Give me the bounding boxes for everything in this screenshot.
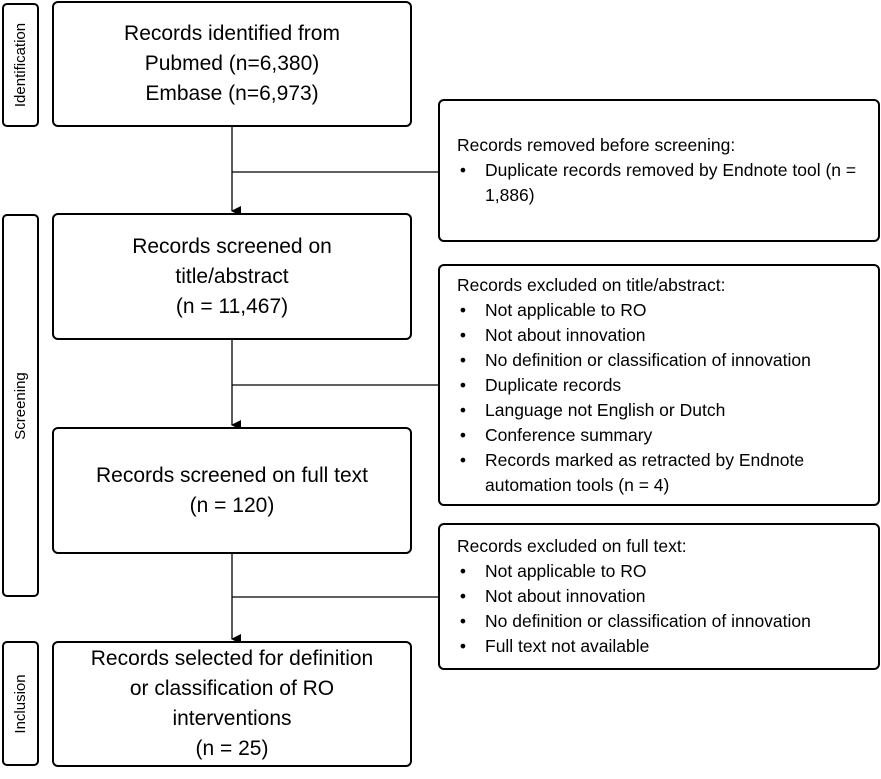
- list-item: [457, 398, 868, 423]
- excluded-title-item-6: Conference summary: [485, 424, 653, 445]
- bullet-icon: •: [459, 424, 467, 445]
- phase-screening: [2, 214, 39, 597]
- excluded-full-box: [438, 523, 880, 670]
- records-screened-full-box: [52, 427, 412, 554]
- removed-list: [457, 158, 868, 208]
- removed-heading: Records removed before screening:: [457, 135, 736, 155]
- bullet-icon: •: [459, 324, 467, 345]
- list-item: [457, 158, 868, 208]
- bullet-icon: •: [459, 349, 467, 370]
- excluded-full-list: [457, 559, 868, 659]
- records-identified-line-1: Records identified from: [124, 22, 340, 45]
- screened-full-line-2: (n = 120): [189, 493, 275, 517]
- records-identified-box: [52, 1, 412, 127]
- list-item: [457, 348, 868, 373]
- bullet-icon: •: [459, 399, 467, 420]
- bullet-icon: •: [459, 561, 467, 581]
- records-screened-title-box: [52, 213, 412, 340]
- screened-title-line-2: title/abstract: [175, 264, 289, 288]
- selected-line-3: interventions: [172, 707, 292, 730]
- bullet-icon: •: [459, 374, 467, 395]
- bullet-icon: •: [459, 449, 467, 470]
- excluded-title-list: [457, 298, 868, 498]
- records-identified-line-2: Pubmed (n=6,380): [144, 52, 320, 75]
- selected-line-1: Records selected for definition: [90, 647, 374, 670]
- bullet-icon: •: [459, 611, 467, 631]
- list-item: [457, 584, 868, 609]
- screened-title-line-1: Records screened on: [132, 234, 332, 258]
- excluded-title-item-5: Language not English or Dutch: [485, 399, 726, 420]
- excluded-title-item-3: No definition or classification of innovation: [485, 349, 811, 370]
- phase-screening-label: Screening: [11, 371, 29, 440]
- excluded-full-heading: Records excluded on full text:: [457, 536, 687, 556]
- bullet-icon: •: [459, 160, 467, 180]
- excluded-full-item-1: Not applicable to RO: [485, 561, 647, 581]
- selected-line-2: or classification of RO: [129, 677, 335, 700]
- bullet-icon: •: [459, 586, 467, 606]
- excluded-title-item-1: Not applicable to RO: [485, 299, 647, 320]
- list-item: [457, 609, 868, 634]
- bullet-icon: •: [459, 636, 467, 656]
- phase-inclusion-label: Inclusion: [11, 673, 29, 734]
- removed-item-1: Duplicate records removed by Endnote tool (n = 1,886): [485, 160, 857, 205]
- bullet-icon: •: [459, 299, 467, 320]
- excluded-title-item-7: Records marked as retracted by Endnote automation tools (n = 4): [485, 449, 805, 495]
- list-item: [457, 373, 868, 398]
- list-item: [457, 298, 868, 323]
- screened-title-line-3: (n = 11,467): [175, 294, 289, 318]
- excluded-title-item-4: Duplicate records: [485, 374, 622, 395]
- excluded-full-item-3: No definition or classification of innovation: [485, 611, 811, 631]
- excluded-full-item-4: Full text not available: [485, 636, 650, 656]
- phase-identification: [2, 3, 39, 127]
- screened-full-line-1: Records screened on full text: [96, 463, 368, 487]
- excluded-title-heading: Records excluded on title/abstract:: [457, 274, 726, 295]
- list-item: [457, 634, 868, 659]
- excluded-full-item-2: Not about innovation: [485, 586, 646, 606]
- list-item: [457, 423, 868, 448]
- selected-line-4: (n = 25): [195, 737, 269, 760]
- phase-inclusion: [2, 641, 39, 766]
- excluded-title-box: [438, 264, 880, 506]
- records-removed-box: [438, 99, 880, 242]
- list-item: [457, 559, 868, 584]
- excluded-title-item-2: Not about innovation: [485, 324, 646, 345]
- list-item: [457, 323, 868, 348]
- list-item: [457, 448, 868, 498]
- records-selected-box: [52, 641, 412, 767]
- phase-identification-label: Identification: [11, 22, 29, 108]
- records-identified-line-3: Embase (n=6,973): [145, 82, 319, 105]
